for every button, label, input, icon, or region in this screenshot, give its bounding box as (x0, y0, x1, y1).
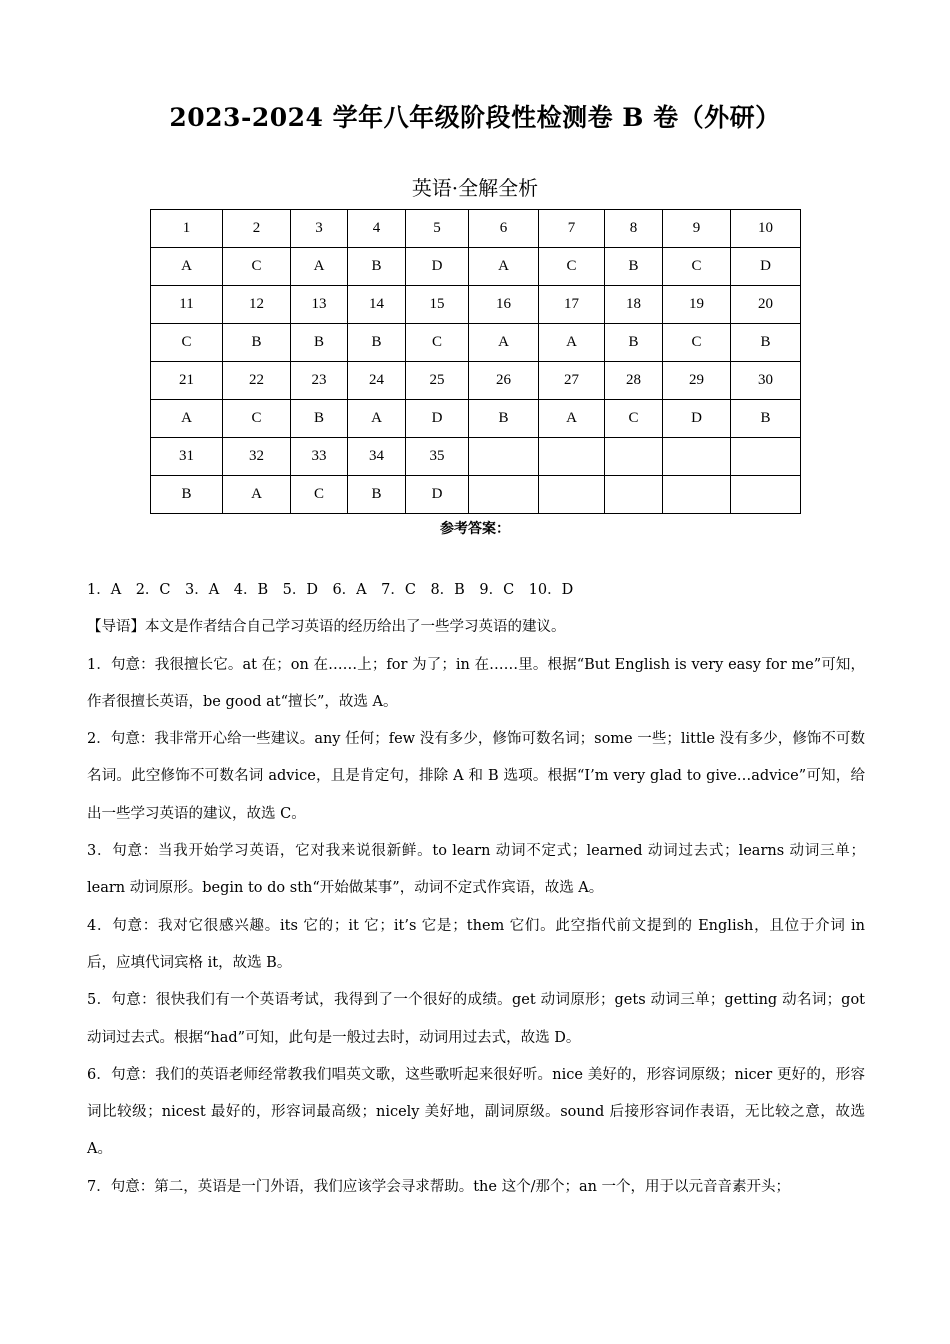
answer-cell: B (348, 476, 406, 514)
question-number-cell: 3 (291, 210, 348, 248)
answer-cell: A (539, 400, 605, 438)
question-number-cell: 16 (469, 286, 539, 324)
question-number-cell: 4 (348, 210, 406, 248)
question-number-cell: 21 (151, 362, 223, 400)
answer-cell (731, 476, 801, 514)
answer-cell (663, 476, 731, 514)
question-number-cell: 35 (406, 438, 469, 476)
question-number-cell: 22 (223, 362, 291, 400)
answer-cell: A (539, 324, 605, 362)
question-number-cell: 1 (151, 210, 223, 248)
answer-cell: B (605, 324, 663, 362)
question-number-cell (469, 438, 539, 476)
answer-cell: C (663, 324, 731, 362)
answer-table (150, 209, 801, 514)
question-number-row (151, 210, 801, 248)
answer-cell: B (731, 400, 801, 438)
answer-cell: A (151, 400, 223, 438)
answer-row (151, 476, 801, 514)
answer-cell: B (731, 324, 801, 362)
answer-row (151, 324, 801, 362)
question-number-cell: 11 (151, 286, 223, 324)
answer-cell: C (291, 476, 348, 514)
question-number-cell: 7 (539, 210, 605, 248)
answer-cell: B (469, 400, 539, 438)
question-number-cell: 34 (348, 438, 406, 476)
question-number-cell (731, 438, 801, 476)
question-number-cell: 12 (223, 286, 291, 324)
answer-cell: A (291, 248, 348, 286)
answer-row (151, 248, 801, 286)
explanation-paragraph: 3．句意：当我开始学习英语，它对我来说很新鲜。to learn 动词不定式；learned 动词过去式；learns 动词三单；learn 动词原形。begin to do sth“开始做某事”，动词不定式作宾语，故选 A。 (87, 843, 865, 897)
answer-cell: D (406, 248, 469, 286)
question-number-cell: 10 (731, 210, 801, 248)
answer-cell: B (151, 476, 223, 514)
answer-cell: D (406, 400, 469, 438)
intro-paragraph: 【导语】本文是作者结合自己学习英语的经历给出了一些学习英语的建议。 (87, 619, 566, 636)
document-subtitle: 英语·全解全析 (411, 176, 539, 200)
question-number-cell: 30 (731, 362, 801, 400)
question-number-cell: 29 (663, 362, 731, 400)
question-number-cell: 24 (348, 362, 406, 400)
question-number-cell: 5 (406, 210, 469, 248)
answer-cell: B (291, 400, 348, 438)
question-number-cell: 9 (663, 210, 731, 248)
answer-cell: B (223, 324, 291, 362)
answer-cell: A (469, 248, 539, 286)
answer-cell: C (663, 248, 731, 286)
question-number-cell: 15 (406, 286, 469, 324)
analysis-text (87, 572, 865, 1206)
question-number-cell (663, 438, 731, 476)
answer-cell: B (605, 248, 663, 286)
answer-cell: D (663, 400, 731, 438)
question-number-cell: 8 (605, 210, 663, 248)
question-number-cell: 23 (291, 362, 348, 400)
question-number-cell: 32 (223, 438, 291, 476)
question-number-row (151, 438, 801, 476)
question-number-cell: 25 (406, 362, 469, 400)
question-number-cell: 27 (539, 362, 605, 400)
answer-cell: B (348, 248, 406, 286)
answer-cell: C (406, 324, 469, 362)
answer-cell: D (731, 248, 801, 286)
question-number-cell: 19 (663, 286, 731, 324)
question-number-cell: 26 (469, 362, 539, 400)
answer-cell: C (151, 324, 223, 362)
answer-cell: C (605, 400, 663, 438)
question-number-cell: 33 (291, 438, 348, 476)
question-number-cell: 6 (469, 210, 539, 248)
answer-cell: B (291, 324, 348, 362)
question-number-cell: 18 (605, 286, 663, 324)
answer-cell: A (151, 248, 223, 286)
explanation-paragraph: 4．句意：我对它很感兴趣。its 它的；it 它；it’s 它是；them 它们。此空指代前文提到的 English，且位于介词 in 后，应填代词宾格 it，故选 B。 (87, 917, 865, 971)
reference-answer-label: 参考答案： (440, 521, 510, 537)
question-number-cell: 2 (223, 210, 291, 248)
question-number-cell: 14 (348, 286, 406, 324)
explanation-paragraph: 7．句意：第二，英语是一门外语，我们应该学会寻求帮助。the 这个/那个；an 一个，用于以元音音素开头； (87, 1178, 791, 1195)
explanation-paragraph: 6．句意：我们的英语老师经常教我们唱英文歌，这些歌听起来很好听。nice 美好的，形容词原级；nicer 更好的，形容词比较级；nicest 最好的，形容词最高级；nicely 美好地，副词原级。sound 后接形容词作表语，无比较之意，故选 A。 (87, 1066, 865, 1158)
answer-cell: D (406, 476, 469, 514)
answer-cell (605, 476, 663, 514)
question-number-cell (605, 438, 663, 476)
question-number-cell: 20 (731, 286, 801, 324)
document-title: 2023-2024 学年八年级阶段性检测卷 B 卷（外研） (169, 103, 781, 132)
question-number-cell: 31 (151, 438, 223, 476)
answer-cell: B (348, 324, 406, 362)
explanation-paragraph: 1．句意：我很擅长它。at 在；on 在……上；for 为了；in 在……里。根据“But English is very easy for me”可知，作者很擅长英语，be good at“擅长”，故选 A。 (87, 656, 865, 710)
question-number-cell: 13 (291, 286, 348, 324)
answer-cell: A (469, 324, 539, 362)
answer-cell (539, 476, 605, 514)
answer-cell: A (348, 400, 406, 438)
question-number-cell (539, 438, 605, 476)
question-number-cell: 17 (539, 286, 605, 324)
answer-cell: A (223, 476, 291, 514)
answer-cell: C (223, 400, 291, 438)
explanation-paragraph: 2．句意：我非常开心给一些建议。any 任何；few 没有多少，修饰可数名词；some 一些；little 没有多少，修饰不可数名词。此空修饰不可数名词 advice，且是肯定句，排除 A 和 B 选项。根据“I’m very glad to give…advice”可知，给出一些学习英语的建议，故选 C。 (87, 731, 865, 822)
answer-cell: C (539, 248, 605, 286)
answer-row (151, 400, 801, 438)
question-number-row (151, 286, 801, 324)
explanation-paragraph: 5．句意：很快我们有一个英语考试，我得到了一个很好的成绩。get 动词原形；gets 动词三单；getting 动名词；got 动词过去式。根据“had”可知，此句是一般过去时，动词用过去式，故选 D。 (87, 992, 865, 1046)
answer-cell: C (223, 248, 291, 286)
answer-summary-line: 1．A 2．C 3．A 4．B 5．D 6．A 7．C 8．B 9．C 10．D (87, 582, 574, 598)
answer-cell (469, 476, 539, 514)
question-number-cell: 28 (605, 362, 663, 400)
question-number-row (151, 362, 801, 400)
